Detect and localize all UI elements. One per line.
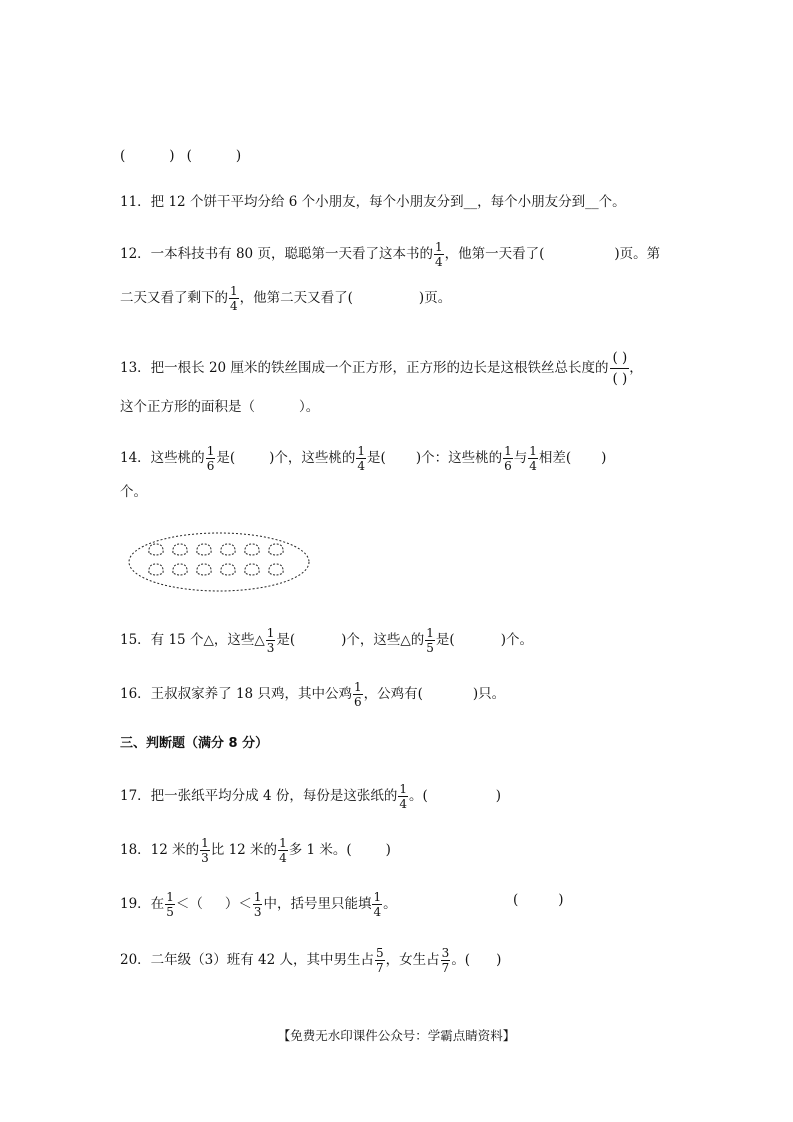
peach-icon bbox=[149, 544, 163, 555]
numerator: 1 bbox=[426, 626, 434, 640]
denominator: 4 bbox=[279, 851, 287, 865]
denominator: 4 bbox=[434, 255, 443, 269]
q16-text-a: 16．王叔叔家养了 18 只鸡，其中公鸡 bbox=[120, 686, 352, 702]
q19-text-c: ）＜ bbox=[224, 896, 252, 912]
q19-text-d: 中，括号里只能填 bbox=[263, 896, 372, 912]
numerator: 1 bbox=[353, 680, 362, 694]
q19-answer-blank bbox=[513, 890, 564, 910]
q20-text-d: ) bbox=[496, 952, 502, 968]
question-12-line-2 bbox=[120, 284, 451, 313]
numerator: 1 bbox=[266, 626, 275, 640]
peach-icon bbox=[197, 544, 211, 555]
q13-text-b: 这个正方形的面积是（ bbox=[120, 399, 255, 415]
q12-text-e: ，他第二天又看了( bbox=[239, 290, 353, 306]
q13-comma: ， bbox=[629, 360, 643, 376]
fraction bbox=[441, 946, 451, 975]
paren-close: ) bbox=[235, 148, 242, 164]
denominator: 5 bbox=[166, 905, 174, 919]
denominator: 6 bbox=[353, 695, 362, 709]
denominator: 4 bbox=[399, 797, 407, 811]
dashed-oval bbox=[129, 533, 309, 591]
peach-icon bbox=[269, 544, 283, 555]
q20-text-a: 20．二年级（3）班有 42 人，其中男生占 bbox=[120, 952, 375, 968]
fraction bbox=[353, 680, 363, 709]
numerator: 1 bbox=[230, 284, 238, 298]
paren-open: ( bbox=[513, 892, 519, 908]
denominator: 4 bbox=[357, 459, 366, 473]
q15-text-d: 是( bbox=[435, 632, 455, 648]
q14-text-e: )个：这些桃的 bbox=[415, 450, 503, 466]
numerator: 1 bbox=[504, 444, 512, 458]
fraction bbox=[278, 836, 288, 865]
denominator: 3 bbox=[266, 641, 275, 655]
q20-text-b: ，女生占 bbox=[385, 952, 440, 968]
fraction bbox=[375, 946, 385, 975]
numerator: 5 bbox=[376, 946, 384, 960]
fraction bbox=[372, 890, 382, 919]
fraction bbox=[206, 444, 216, 473]
q16-text-b: ，公鸡有( bbox=[363, 686, 423, 702]
paren-close: ) bbox=[169, 148, 175, 164]
q15-text-c: )个，这些△的 bbox=[341, 632, 425, 648]
question-20 bbox=[120, 946, 501, 975]
fraction bbox=[229, 284, 239, 313]
q14-text-a: 14．这些桃的 bbox=[120, 450, 205, 466]
q17-text-a: 17．把一张纸平均分成 4 份，每份是这张纸的 bbox=[120, 788, 398, 804]
fraction bbox=[398, 782, 408, 811]
question-16 bbox=[120, 680, 505, 709]
q17-text-c: ) bbox=[495, 788, 502, 804]
denominator-blank: ( ) bbox=[612, 371, 628, 387]
peach-icon bbox=[197, 564, 211, 575]
numerator: 1 bbox=[357, 444, 366, 458]
denominator: 3 bbox=[201, 851, 209, 865]
denominator: 6 bbox=[504, 459, 512, 473]
peach-icon bbox=[245, 564, 259, 575]
fraction bbox=[200, 836, 210, 865]
q19-text-a: 19．在 bbox=[120, 896, 165, 912]
q19-text-e: 。 bbox=[383, 896, 397, 912]
q12-text-d: 二天又看了剩下的 bbox=[120, 290, 228, 306]
numerator: 1 bbox=[373, 890, 382, 904]
q15-text-b: 是( bbox=[276, 632, 296, 648]
peach-icon bbox=[245, 544, 259, 555]
fraction bbox=[528, 444, 538, 473]
footer-text: 【免费无水印课件公众号：学霸点睛资料】 bbox=[277, 1028, 516, 1043]
fraction bbox=[503, 444, 513, 473]
question-18 bbox=[120, 836, 391, 865]
q15-text-a: 15．有 15 个△，这些△ bbox=[120, 632, 265, 648]
q12-text-a: 12．一本科技书有 80 页，聪聪第一天看了这本书的 bbox=[120, 246, 433, 262]
q18-text-d: ) bbox=[385, 842, 391, 858]
question-11-text: 11．把 12 个饼干平均分给 6 个小朋友，每个小朋友分到__，每个小朋友分到__个。 bbox=[120, 194, 626, 210]
numerator: 1 bbox=[206, 444, 215, 458]
q20-text-c: 。( bbox=[451, 952, 471, 968]
q18-text-c: 多 1 米。( bbox=[288, 842, 352, 858]
numerator: 3 bbox=[441, 946, 450, 960]
question-13-line-2 bbox=[120, 397, 319, 417]
question-15 bbox=[120, 626, 533, 655]
q16-text-c: )只。 bbox=[472, 686, 506, 702]
question-14-line-2 bbox=[120, 482, 147, 502]
q12-text-c: )页。第 bbox=[614, 246, 661, 262]
q18-text-a: 18．12 米的 bbox=[120, 842, 200, 858]
fraction bbox=[253, 890, 263, 919]
fraction bbox=[425, 626, 435, 655]
q15-text-e: )个。 bbox=[500, 632, 533, 648]
denominator: 7 bbox=[441, 961, 450, 975]
denominator: 3 bbox=[253, 905, 262, 919]
q14-text-c: )个，这些桃的 bbox=[269, 450, 356, 466]
peach-icon bbox=[173, 544, 187, 555]
paren-open: ( bbox=[120, 148, 126, 164]
footer-note bbox=[0, 1026, 793, 1044]
q13-text-c: ）。 bbox=[299, 399, 320, 415]
q13-text-a: 13．把一根长 20 厘米的铁丝围成一个正方形，正方形的边长是这根铁丝总长度的 bbox=[120, 360, 609, 376]
numerator-blank: ( ) bbox=[610, 348, 629, 369]
fraction bbox=[266, 626, 276, 655]
blank-fraction bbox=[610, 348, 629, 389]
peach-icon bbox=[221, 544, 235, 555]
denominator: 4 bbox=[529, 459, 537, 473]
section-title: 三、判断题（满分 8 分） bbox=[120, 736, 269, 751]
denominator: 5 bbox=[426, 641, 434, 655]
fraction bbox=[165, 890, 175, 919]
numerator: 1 bbox=[434, 240, 443, 254]
q14-text-h: ) bbox=[601, 450, 607, 466]
peach-group bbox=[149, 544, 283, 575]
q14-text-f: 与 bbox=[513, 450, 528, 466]
denominator: 4 bbox=[373, 905, 382, 919]
numerator: 1 bbox=[279, 836, 287, 850]
numerator: 1 bbox=[166, 890, 174, 904]
denominator: 4 bbox=[230, 299, 238, 313]
numerator: 1 bbox=[529, 444, 537, 458]
numerator: 1 bbox=[399, 782, 407, 796]
paren-close: ) bbox=[558, 892, 564, 908]
q14-text-b: 是( bbox=[216, 450, 236, 466]
question-12-line-1 bbox=[120, 240, 660, 269]
peach-icon bbox=[149, 564, 163, 575]
q12-text-b: ，他第一天看了( bbox=[444, 246, 545, 262]
numerator: 1 bbox=[201, 836, 209, 850]
q19-text-b: ＜（ bbox=[175, 896, 203, 912]
q17-text-b: 。( bbox=[409, 788, 428, 804]
q14-text-d: 是( bbox=[367, 450, 386, 466]
peach-icon bbox=[173, 564, 187, 575]
question-14-line-1 bbox=[120, 444, 606, 473]
question-17 bbox=[120, 782, 501, 811]
q12-text-f: )页。 bbox=[418, 290, 452, 306]
q14-text-i: 个。 bbox=[120, 484, 147, 500]
fraction bbox=[434, 240, 444, 269]
denominator: 7 bbox=[376, 961, 384, 975]
question-13-line-1 bbox=[120, 348, 643, 389]
q14-text-g: 相差( bbox=[538, 450, 572, 466]
numerator: 1 bbox=[253, 890, 262, 904]
peach-icon bbox=[269, 564, 283, 575]
peaches-illustration bbox=[126, 528, 312, 596]
section-heading bbox=[120, 734, 268, 754]
paren-open: ( bbox=[186, 148, 192, 164]
fraction bbox=[356, 444, 366, 473]
q10-answer-blanks bbox=[120, 146, 241, 166]
question-19 bbox=[120, 890, 397, 919]
denominator: 6 bbox=[206, 459, 215, 473]
peach-icon bbox=[221, 564, 235, 575]
q18-text-b: 比 12 米的 bbox=[210, 842, 278, 858]
question-11 bbox=[120, 192, 626, 212]
